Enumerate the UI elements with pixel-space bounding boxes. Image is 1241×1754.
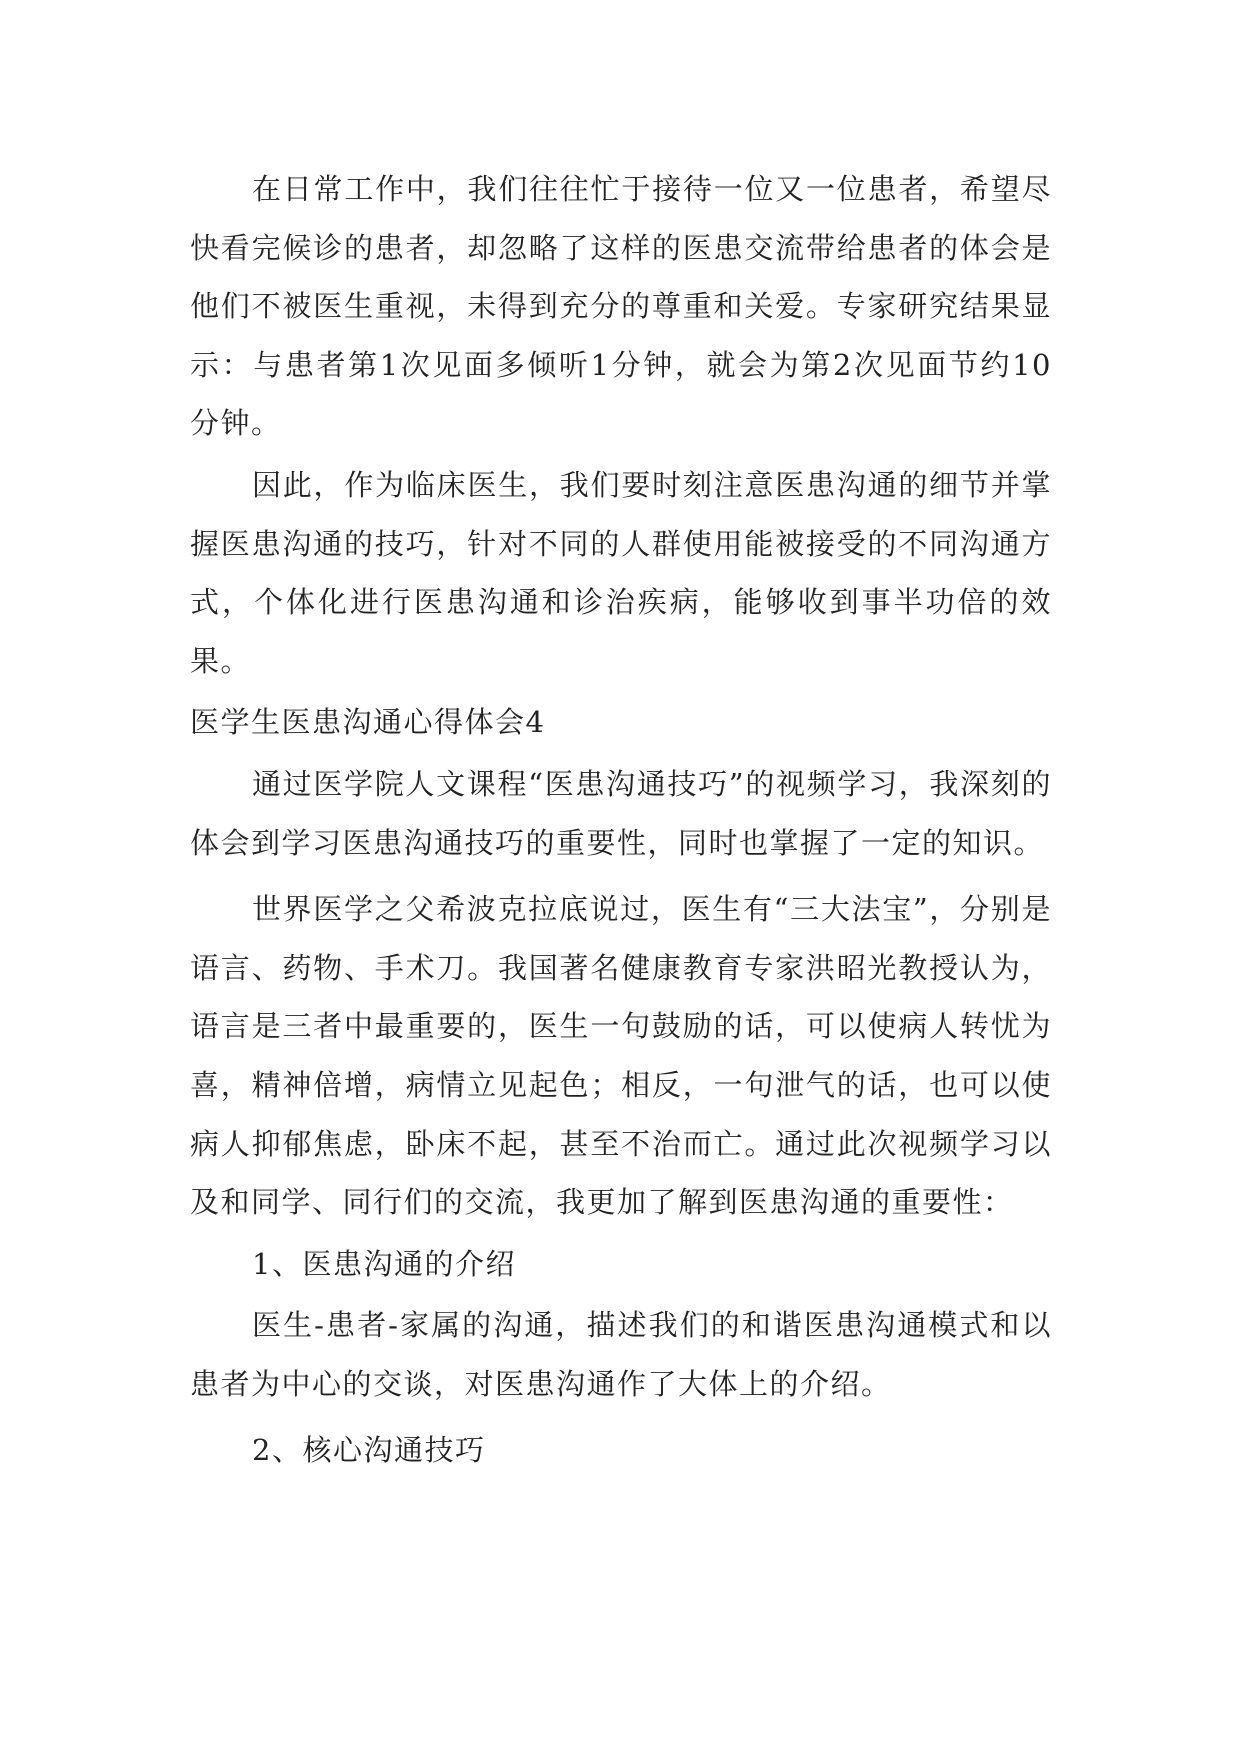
paragraph-course-intro: 通过医学院人文课程“医患沟通技巧”的视频学习，我深刻的体会到学习医患沟通技巧的重要性，同时也掌握了一定的知识。	[190, 766, 1052, 860]
document-body	[190, 160, 1052, 1480]
paragraph-hippocrates: 世界医学之父希波克拉底说过，医生有“三大法宝”，分别是语言、药物、手术刀。我国著名健康教育专家洪昭光教授认为，语言是三者中最重要的，医生一句鼓励的话，可以使病人转忧为喜，精神倍增，病情立见起色；相反，一句泄气的话，也可以使病人抑郁焦虑，卧床不起，甚至不治而亡。通过此次视频学习以及和同学、同行们的交流，我更加了解到医患沟通的重要性：	[190, 892, 1052, 1220]
list-item-1-heading: 1、医患沟通的介绍	[252, 1246, 516, 1281]
paragraph-daily-work: 在日常工作中，我们往往忙于接待一位又一位患者，希望尽快看完候诊的患者，却忽略了这样的医患交流带给患者的体会是他们不被医生重视，未得到充分的尊重和关爱。专家研究结果显示：与患者第1次见面多倾听1分钟，就会为第2次见面节约10分钟。	[190, 172, 1052, 441]
paragraph-therefore: 因此，作为临床医生，我们要时刻注意医患沟通的细节并掌握医患沟通的技巧，针对不同的人群使用能被接受的不同沟通方式，个体化进行医患沟通和诊治疾病，能够收到事半功倍的效果。	[190, 467, 1052, 678]
paragraph-communication-intro: 医生-患者-家属的沟通，描述我们的和谐医患沟通模式和以患者为中心的交谈，对医患沟通作了大体上的介绍。	[190, 1308, 1052, 1401]
section-heading: 医学生医患沟通心得体会4	[190, 705, 546, 740]
list-item-2-heading: 2、核心沟通技巧	[252, 1433, 486, 1468]
